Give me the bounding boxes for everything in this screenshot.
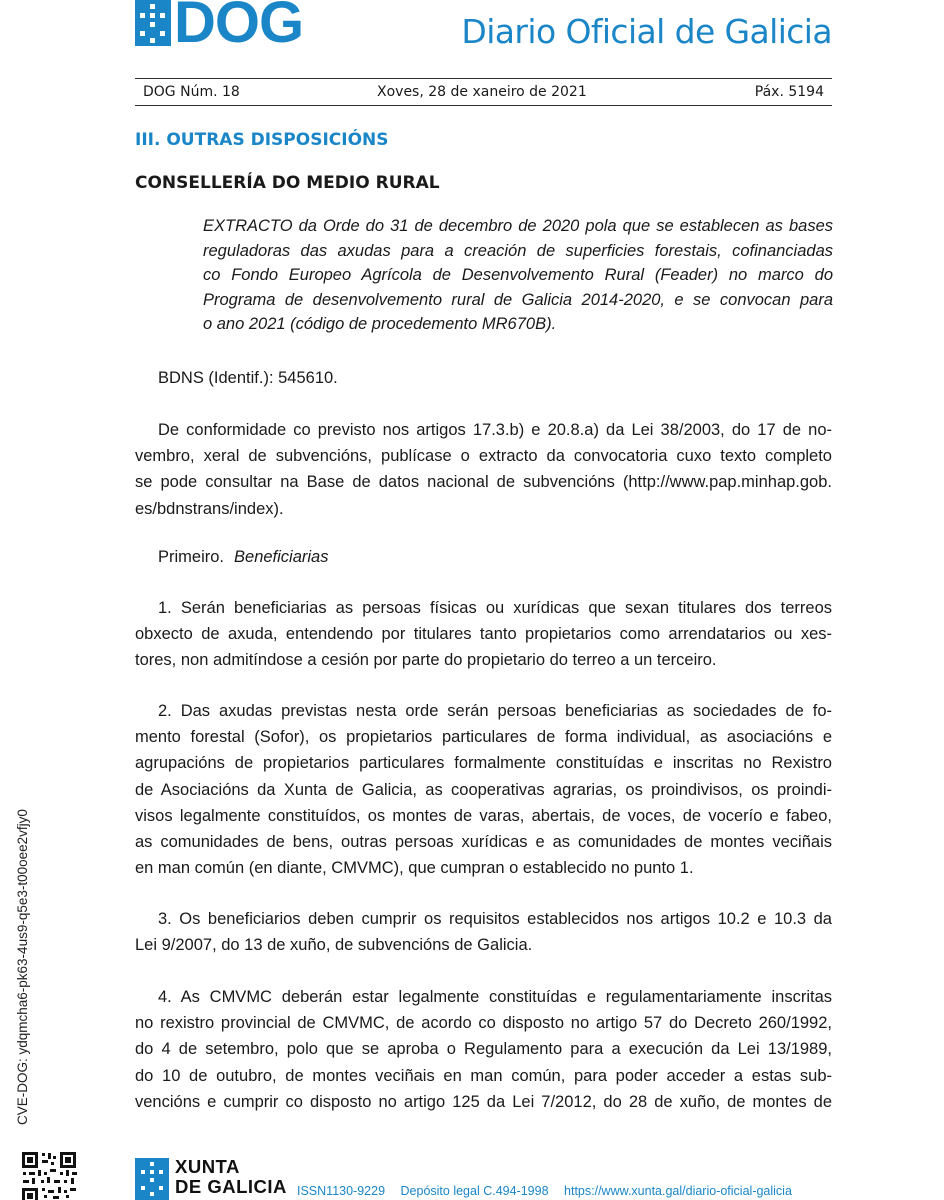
cve-code: CVE-DOG: ydqmcha6-pk63-4us9-q5e3-t00oee2vfjy0 [15,809,30,1125]
paragraph-line: do 10 de outubro, de montes veciñais en man común, para poder acceder a estas sub- [135,1066,832,1085]
paragraph-line: vencións e cumprir co disposto no artigo 125 da Lei 7/2012, do 28 de xuño, de montes de [135,1092,832,1111]
paragraph-line: 1. Serán beneficiarias as persoas físicas ou xurídicas que sexan titulares dos terreos [158,599,832,617]
paragraph-line: se pode consultar na Base de datos nacional de subvencións (http://www.pap.minhap.gob. [135,473,832,492]
paragraph-line: 3. Os beneficiarios deben cumprir os requisitos establecidos nos artigos 10.2 e 10.3 da [158,910,832,928]
paragraph-line: 2. Das axudas previstas nesta orde serán persoas beneficiarias as sociedades de fo- [158,702,832,720]
order-extract [203,214,833,337]
footer-info [297,1184,804,1198]
paragraph-line: en man común (en diante, CMVMC), que cumpran o establecido no punto 1. [135,859,694,878]
extract-line: Programa de desenvolvemento rural de Galicia 2014-2020, e se convocan para [203,290,833,309]
dog-logo [135,0,304,55]
paragraph-line: De conformidade co previsto nos artigos 17.3.b) e 20.8.a) da Lei 38/2003, do 17 de no- [158,421,832,439]
paragraph-line: obxecto de axuda, entendendo por titulares tanto propietarios como arrendatarios ou xes- [135,625,832,644]
paragraph-line: es/bdnstrans/index). [135,499,284,518]
journal-title: Diario Oficial de Galicia [461,12,832,51]
xunta-wordmark-line: XUNTA [175,1156,240,1177]
paragraph-line: as comunidades de bens, outras persoas xurídicas e as comunidades de montes veciñais [135,833,832,852]
page-footer [135,1156,835,1200]
xunta-cross-icon [135,1158,169,1200]
paragraph-2 [135,698,832,881]
paragraph-line: no rexistro provincial de CMVMC, de acordo co disposto no artigo 57 do Decreto 260/1992, [135,1014,832,1033]
galicia-cross-icon [135,0,171,46]
xunta-wordmark [175,1157,287,1197]
paragraph-1 [135,595,832,674]
dog-url-link[interactable]: https://www.xunta.gal/diario-oficial-galicia [564,1184,792,1198]
issue-date: Xoves, 28 de xaneiro de 2021 [377,84,587,100]
paragraph-line: Lei 9/2007, do 13 de xuño, de subvencións de Galicia. [135,936,533,955]
issue-meta-bar [135,78,832,106]
paragraph-line: vembro, xeral de subvencións, publícase o extracto da convocatoria cuxo texto completo [135,447,832,466]
page-number: Páx. 5194 [754,84,824,100]
bdns-identifier: BDNS (Identif.): 545610. [158,369,338,387]
extract-line: reguladoras das axudas para a creación de superficies forestais, cofinanciadas [203,241,833,260]
paragraph-line: do 4 de setembro, polo que se aproba o Regulamento para a execución da Lei 13/1989, [135,1040,832,1059]
issue-number: DOG Núm. 18 [143,84,240,100]
section-title: III. OUTRAS DISPOSICIÓNS [135,130,389,150]
extract-line: co Fondo Europeo Agrícola de Desenvolvemento Rural (Feader) no marco do [203,266,833,285]
qr-code [20,1150,80,1200]
issn: ISSN1130-9229 [297,1184,386,1198]
extract-line: o ano 2021 (código de procedemento MR670B). [203,315,557,334]
paragraph-line: tores, non admitíndose a cesión por parte do propietario do terreo a un terceiro. [135,651,717,670]
page-header [0,0,944,70]
article-title: Beneficiarias [234,548,329,566]
deposito-legal: Depósito legal C.494-1998 [400,1184,549,1198]
paragraph-3 [135,906,832,958]
article-label: Primeiro. [158,548,225,566]
intro-paragraph [135,417,832,522]
department-title: CONSELLERÍA DO MEDIO RURAL [135,173,440,193]
xunta-wordmark-line: DE GALICIA [175,1176,287,1197]
paragraph-line: de Asociacións da Xunta de Galicia, as cooperativas agrarias, os proindivisos, os proindi- [135,780,832,799]
paragraph-line: visos legalmente constituídos, os montes de varas, abertais, de voces, de vocerío e fabeo, [135,806,832,825]
paragraph-4 [135,984,832,1115]
dog-logo-text: DOG [174,0,304,55]
article-heading [158,548,328,567]
paragraph-line: mento forestal (Sofor), os propietarios particulares de forma individual, as asociacións e [135,728,832,747]
paragraph-line: agrupacións de propietarios particulares formalmente constituídas e inscritas no Rexistro [135,754,832,773]
extract-line: EXTRACTO da Orde do 31 de decembro de 2020 pola que se establecen as bases [203,217,833,235]
paragraph-line: 4. As CMVMC deberán estar legalmente constituídas e regulamentariamente inscritas [158,988,832,1006]
